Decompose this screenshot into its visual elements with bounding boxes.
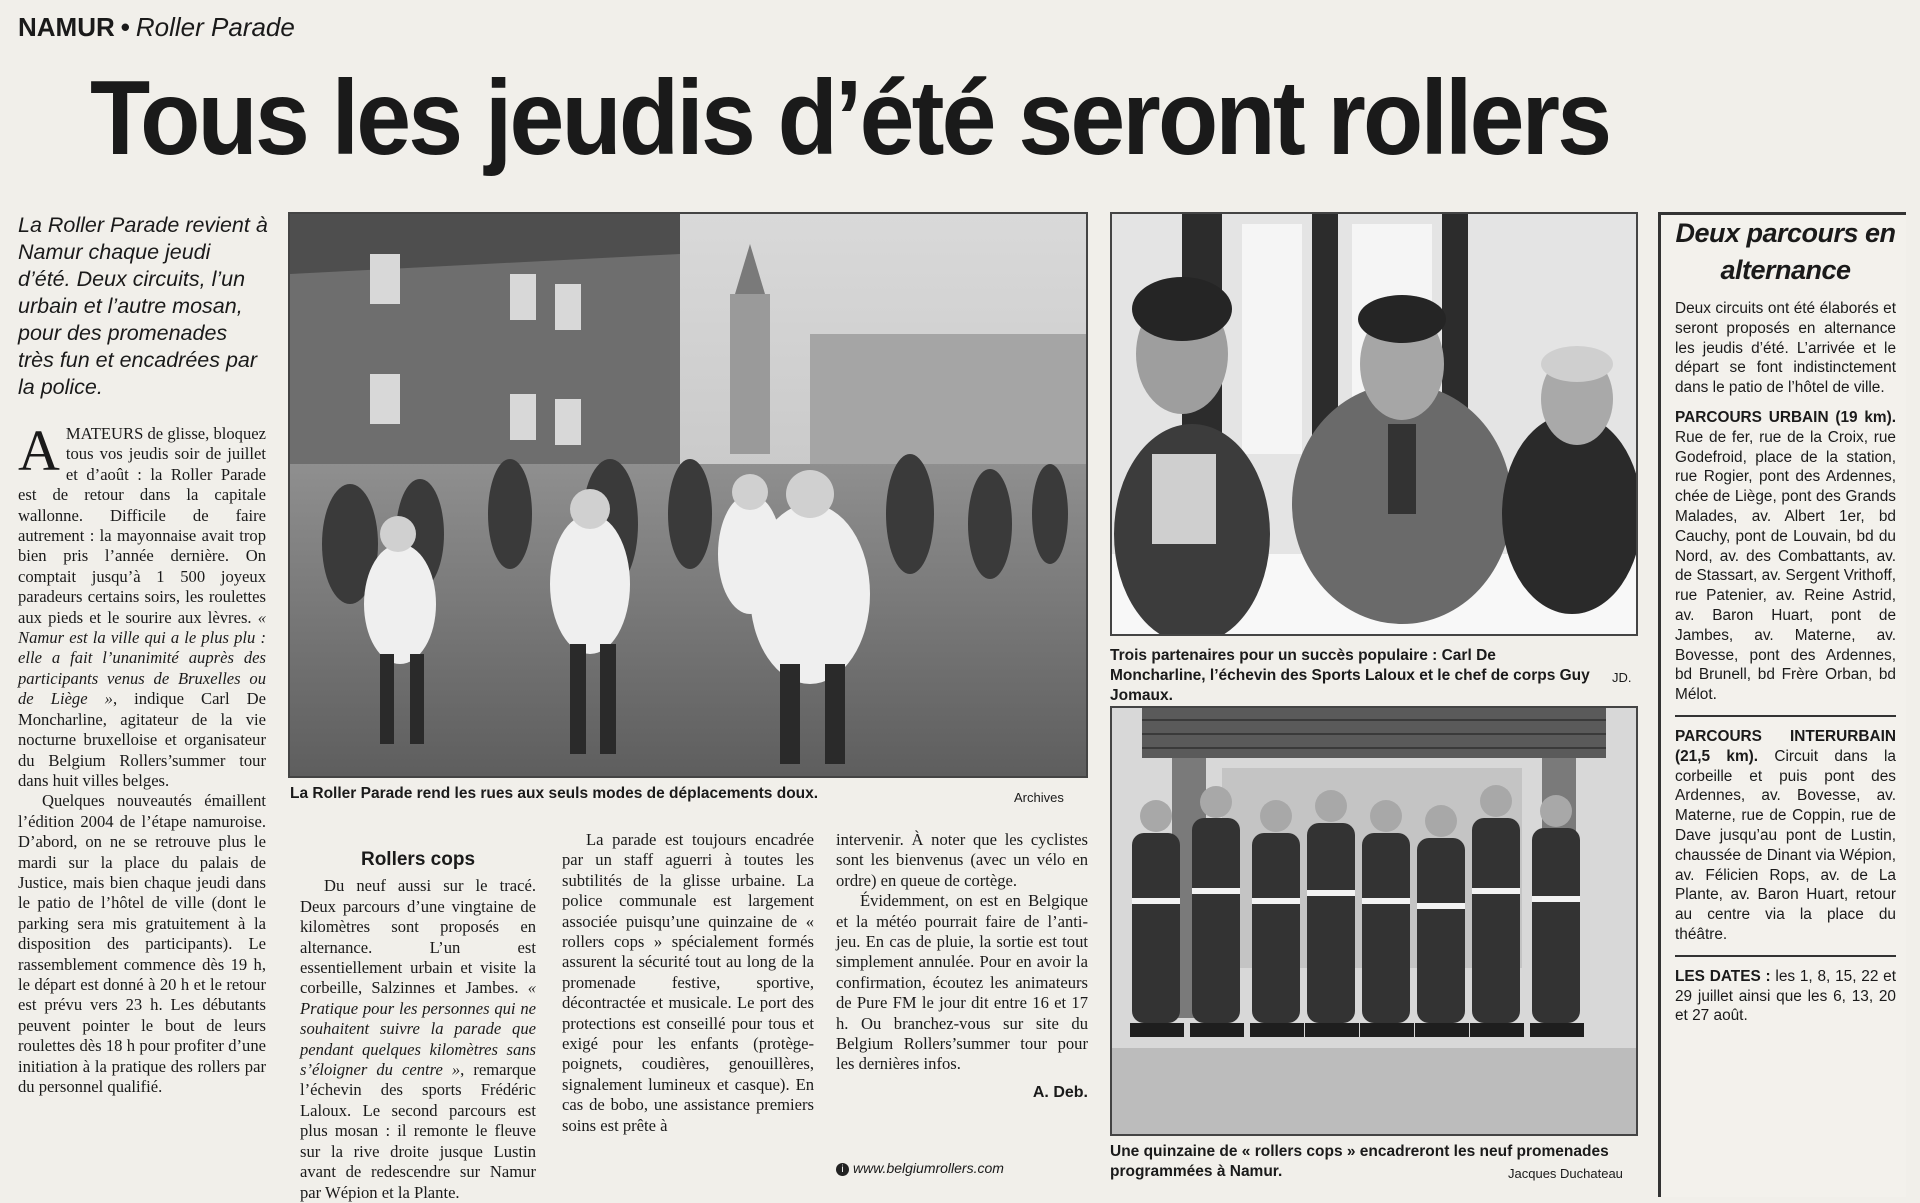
sidebar-intro: Deux circuits ont été élaborés et seront proposés en alternance les jeudis d’été. L’arrivée et le départ se font indistinctement dans le patio de l’hôtel de ville. [1675,300,1896,397]
col1-paragraph-1-start: MATEURS de glisse, bloquez tous vos jeudis soir de juillet et d’août : la Roller Parade est de retour dans la capitale wallonne. Difficile de faire autrement : la mayonnaise avait trop bien pris l’année dernière. On comptait jusqu’à 1 500 joyeux paradeurs certains soirs, les roulettes aux pieds et le sourire aux lèvres. [18,424,266,627]
website-reference [836,1160,1004,1176]
kicker-city: NAMUR [18,12,115,42]
col3-paragraph-1: La parade est toujours encadrée par un staff aguerri à toutes les subtilités de la glisse urbaine. La police communale est largement associée puisqu’une quinzaine de « rollers cops » spécialement formés assurent la sécurité tout au long de la promenade festive, sportive, décontractée et musicale. Le port des protections est conseillé pour tous et exigé pour les enfants (protège-poignets, coudières, genouillères, signalement lumineux et casque). En cas de bobo, une assistance premiers soins est prête à [562,830,814,1135]
article-column-3 [562,830,814,1136]
col2-paragraph-1-start: Du neuf aussi sur le tracé. Deux parcours d’une vingtaine de kilomètres sont proposés en alternance. L’un est essentiellement urbain et visite la corbeille, Salzinnes et Jambes. [300,876,536,998]
kicker-topic: Roller Parade [135,12,295,42]
sidebar-urbain-heading: PARCOURS URBAIN (19 km). [1675,408,1896,426]
kicker-bullet: • [120,12,130,42]
subhead-rollers-cops: Rollers cops [360,849,476,870]
sidebar-box [1658,212,1906,1197]
col2-paragraph-1-end: , remarque l’échevin des sports Frédéric Laloux. Le second parcours est plus mosan : il remonte le fleuve sur la rive droite jusque Lustin avant de redescendre sur Namur par Wépion et la Plante. [300,1060,536,1202]
sidebar-dates-text: les 1, 8, 15, 22 et 29 juillet ainsi que les 6, 13, 20 et 27 août. [1675,967,1896,1025]
sidebar-title: Deux parcours en alternance [1675,218,1896,285]
photo-roller-parade [288,212,1088,778]
col4-paragraph-1: intervenir. À noter que les cyclistes sont les bienvenus (avec un vélo en ordre) en queue de cortège. [836,830,1088,890]
headline: Tous les jeudis d’été seront rollers [90,59,1610,177]
photo-rollers-cops [1110,706,1638,1136]
drop-cap: A [18,418,60,483]
sidebar-dates [1675,967,1896,1026]
sidebar-interurbain [1675,727,1896,945]
author-signature: A. Deb. [1032,1083,1088,1101]
info-icon: i [836,1163,849,1176]
col1-quote: « Namur est la ville qui a le plus plu : elle a fait l’unanimité auprès des participants venus de Bruxelles ou de Liège » [18,607,266,709]
sidebar-urbain-text: Rue de fer, rue de la Croix, rue Godefroid, place de la station, rue Rogier, pont des Ardennes, chée de Liège, pont des Grands Malades, av. Albert 1er, bd Cauchy, pont de Louvain, bd du Nord, av. des Combattants, av. de Stassart, av. Sergent Vrithoff, rue Patenier, av. Reine Astrid, av. Baron Huart, pont de Jambes, av. Materne, av. Bovesse, pont des Ardennes, bd Brunell, bd Frère Orban, bd Mélot. [1675,428,1896,704]
website-url: www.belgiumrollers.com [853,1160,1004,1176]
sidebar-dates-heading: LES DATES : [1675,967,1771,985]
article-column-1 [18,418,266,1097]
sidebar-interurbain-heading: PARCOURS INTERURBAIN (21,5 km). [1675,727,1896,765]
photo-rollers-cops-image [1112,708,1636,1134]
col1-paragraph-1-end: , indique Carl De Moncharline, agitateur de la vie nocturne bruxelloise et organisateur du Belgium Rollers’summer tour dans huit villes belges. [18,689,266,790]
sidebar-interurbain-text: Circuit dans la corbeille et puis pont des Ardennes, av. Bovesse, av. Materne, rue de Coppin, rue de Dave jusqu’au pont de Lustin, chaussée de Dinant via Wépion, av. Félicien Rops, av. de La Plante, av. Baron Huart, retour au centre via la place du théâtre. [1675,747,1896,943]
credit-main-photo: Archives [1014,790,1064,805]
lead-paragraph: La Roller Parade revient à Namur chaque jeudi d’été. Deux circuits, l’un urbain et l’autre mosan, pour des promenades très fun et encadrées par la police. [18,213,268,399]
caption-partners-photo: Trois partenaires pour un succès populaire : Carl De Moncharline, l’échevin des Sports Laloux et le chef de corps Guy Jomaux. [1110,647,1590,704]
section-kicker [18,12,295,43]
photo-partners [1110,212,1638,636]
credit-partners-photo: JD. [1612,670,1632,685]
col4-paragraph-2: Évidemment, on est en Belgique et la météo pourrait faire de l’anti-jeu. En cas de pluie, la sortie est tout simplement annulée. Pour en avoir la confirmation, écoutez les animateurs de Pure FM le jour dit entre 16 et 17 h. Ou branchez-vous sur site du Belgium Rollers’summer tour pour les dernières infos. [836,891,1088,1074]
caption-main-photo: La Roller Parade rend les rues aux seuls modes de déplacements doux. [290,785,819,802]
sidebar-divider [1675,715,1896,717]
sidebar-urbain [1675,408,1896,705]
col1-paragraph-2: Quelques nouveautés émaillent l’édition 2004 de l’étape namuroise. D’abord, on ne se retrouve plus le mardi sur la place du palais de Justice, mais bien chaque jeudi dans le patio de l’hôtel de ville (dont le parking sera mis gratuitement à la disposition des participants). Le rassemblement commence dès 19 h, le départ est donné à 20 h et le retour est prévu vers 23 h. Les débutants peuvent pointer le bout de leurs roulettes dès 18 h pour profiter d’une initiation à la pratique des rollers par du personnel qualifié. [18,791,266,1096]
article-column-4 [836,830,1088,1103]
sidebar-divider-2 [1675,955,1896,957]
photo-roller-parade-image [290,214,1086,776]
col2-quote: « Pratique pour les personnes qui ne souhaitent suivre la parade que pendant quelques kilomètres sans s’éloigner du centre » [300,978,536,1080]
photo-partners-image [1112,214,1636,634]
credit-cops-photo: Jacques Duchateau [1508,1166,1623,1181]
caption-cops-photo: Une quinzaine de « rollers cops » encadreront les neuf promenades programmées à Namur. [1110,1143,1609,1180]
article-column-2 [300,850,536,1203]
